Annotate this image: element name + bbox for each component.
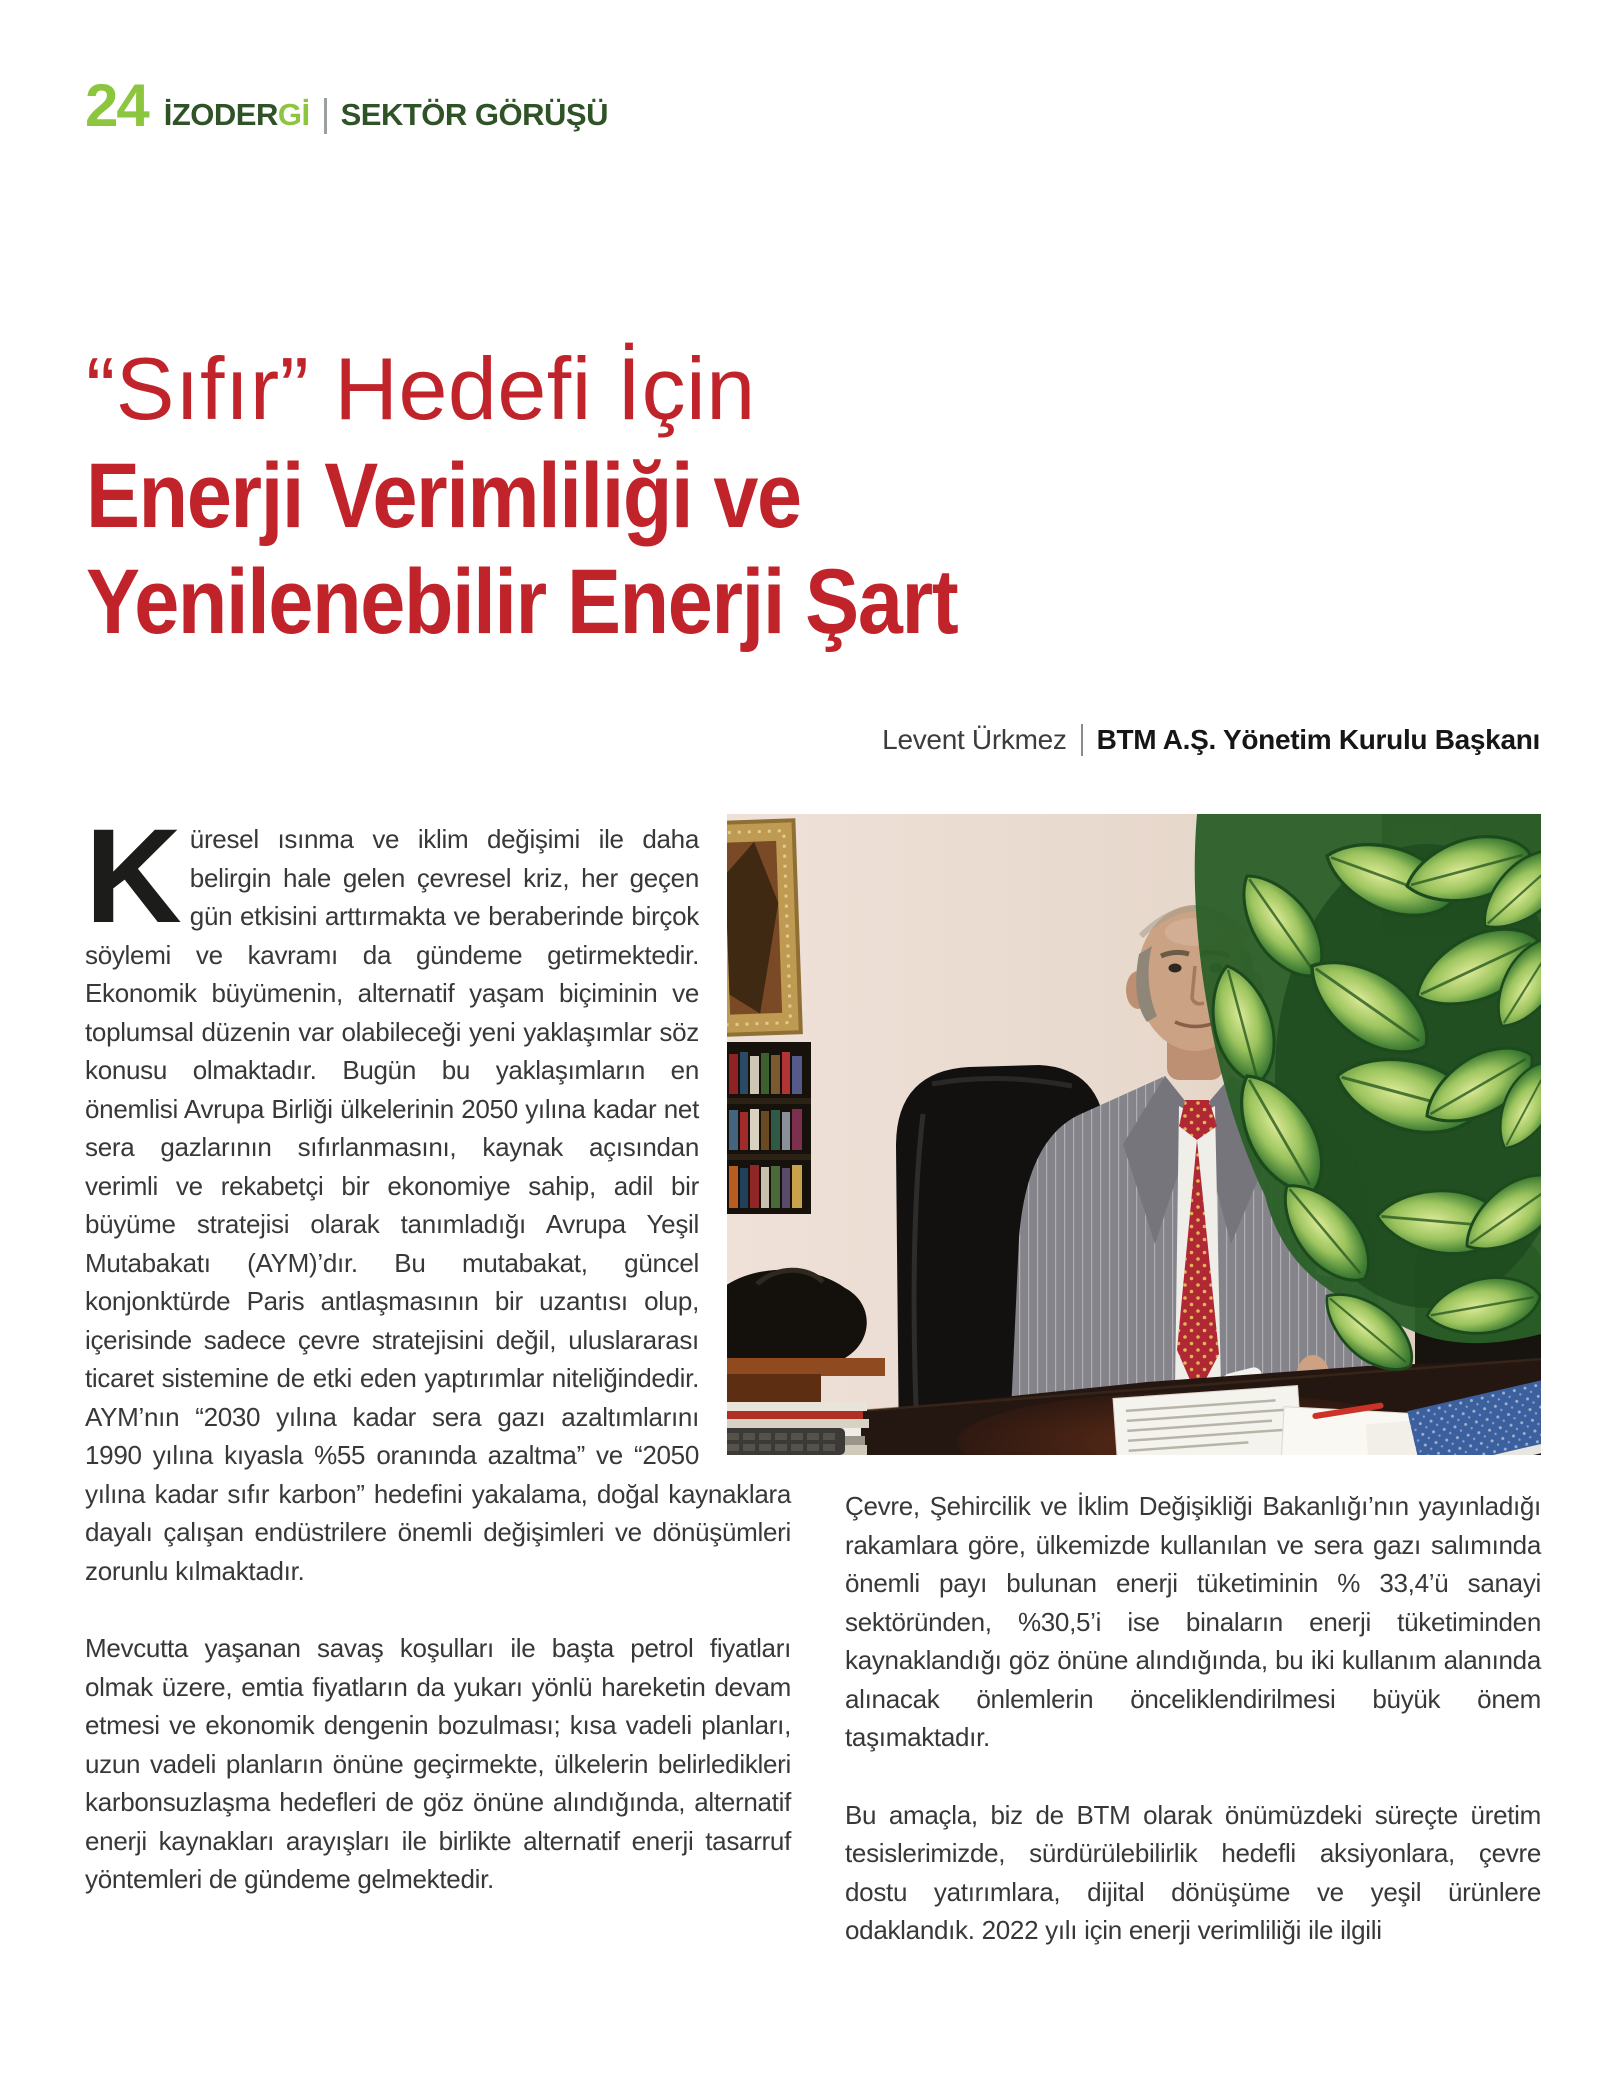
paragraph-text: Çevre, Şehircilik ve İklim Değişikliği Bakanlığı’nın yayınladığı rakamlara göre, ülkemizde kullanılan ve sera gazı salımında önemli payı bulunan enerji tüketiminin % 33,4’ü sanayi sektöründen, %30,5’i ise binaların enerji tüketiminden kaynaklandığı göz önüne alındığında, bu iki kullanım alanında alınacak önlemlerin önceliklendirilmesi büyük önem taşımaktadır. <box>845 1491 1541 1752</box>
paragraph <box>85 1629 791 1899</box>
page-header <box>85 72 608 139</box>
body-column-right <box>845 1487 1541 1950</box>
article-title-line2: Enerji Verimliliği ve <box>86 445 801 547</box>
paragraph-text: Bu amaçla, biz de BTM olarak önümüzdeki süreçte üretim tesislerimizde, sürdürülebilirlik hedefli aksiyonlara, çevre dostu yatırımlara, dijital dönüşüme ve yeşil ürünlere odaklandık. 2022 yılı için enerji verimliliği ile ilgili <box>845 1799 1541 1945</box>
magazine-logo-suffix: Gİ <box>277 97 310 132</box>
article-photo <box>727 814 1541 1455</box>
magazine-logo <box>164 97 310 134</box>
body-column-left <box>85 802 791 1899</box>
article-title <box>86 338 1076 656</box>
paragraph-text: Mevcutta yaşanan savaş koşulları ile başta petrol fiyatları olmak üzere, emtia fiyatların da yukarı yönlü hareketin devam etmesi ve ekonomik dengenin bozulması; kısa vadeli planları, uzun vadeli planların önüne geçirmekte, ülkelerin belirledikleri karbonsuzlaşma hedefleri de göz önüne alındığında, alternatif enerji kaynakları arayışları ile birlikte alternatif enerji tasarruf yöntemleri de gündeme gelmektedir. <box>85 1633 791 1894</box>
article-title-line3: Yenilenebilir Enerji Şart <box>86 551 958 653</box>
section-title: SEKTÖR GÖRÜŞÜ <box>340 97 608 132</box>
paragraph <box>85 802 791 1590</box>
magazine-logo-prefix: İZODER <box>163 97 278 132</box>
article-title-line1: “Sıfır” Hedefi İçin <box>86 339 756 438</box>
paragraph <box>845 1796 1541 1950</box>
byline-divider <box>1081 724 1083 756</box>
author-name: Levent Ürkmez <box>882 724 1067 755</box>
byline <box>0 724 1540 756</box>
page-number: 24 <box>85 72 148 139</box>
paragraph-text: üresel ısınma ve iklim değişimi ile daha belirgin hale gelen çevresel kriz, her geçen gün etkisini arttırmakta ve beraberinde birçok söylemi ve kavramı da gündeme getirmektedir. Ekonomik büyümenin, alternatif yaşam biçiminin ve toplumsal düzenin var olabileceği yeni yaklaşımlar söz konusu olmaktadır. Bugün bu yaklaşımların en önemlisi Avrupa Birliği ülkelerinin 2050 yılına kadar net sera gazlarının sıfırlanmasını, kaynak açısından verimli ve rekabetçi bir ekonomiye sahip, adil bir büyüme stratejisi olarak tanımladığı Avrupa Yeşil Mutabakatı (AYM)’dır. Bu mutabakat, güncel konjonktürde Paris antlaşmasının bir uzantısı olup, içerisinde sadece çevre stratejisini değil, uluslararası ticaret sistemine de etki eden yaptırımlar niteliğindedir. AYM’nın “2030 yılına kadar sera gazı azaltımlarını 1990 yılına kıyasla %55 oranında azaltma” ve “2050 yılına kadar sıfır karbon” hedefini yakalama, doğal kaynaklara dayalı çalışan endüstrilere önemli değişimleri ve dönüşümleri zorunlu kılmaktadır. <box>85 824 791 1586</box>
dropcap: K <box>85 802 178 951</box>
author-role: BTM A.Ş. Yönetim Kurulu Başkanı <box>1096 724 1540 755</box>
paragraph <box>845 1487 1541 1757</box>
photo-wrap-spacer <box>699 820 791 1450</box>
header-divider <box>324 98 327 134</box>
